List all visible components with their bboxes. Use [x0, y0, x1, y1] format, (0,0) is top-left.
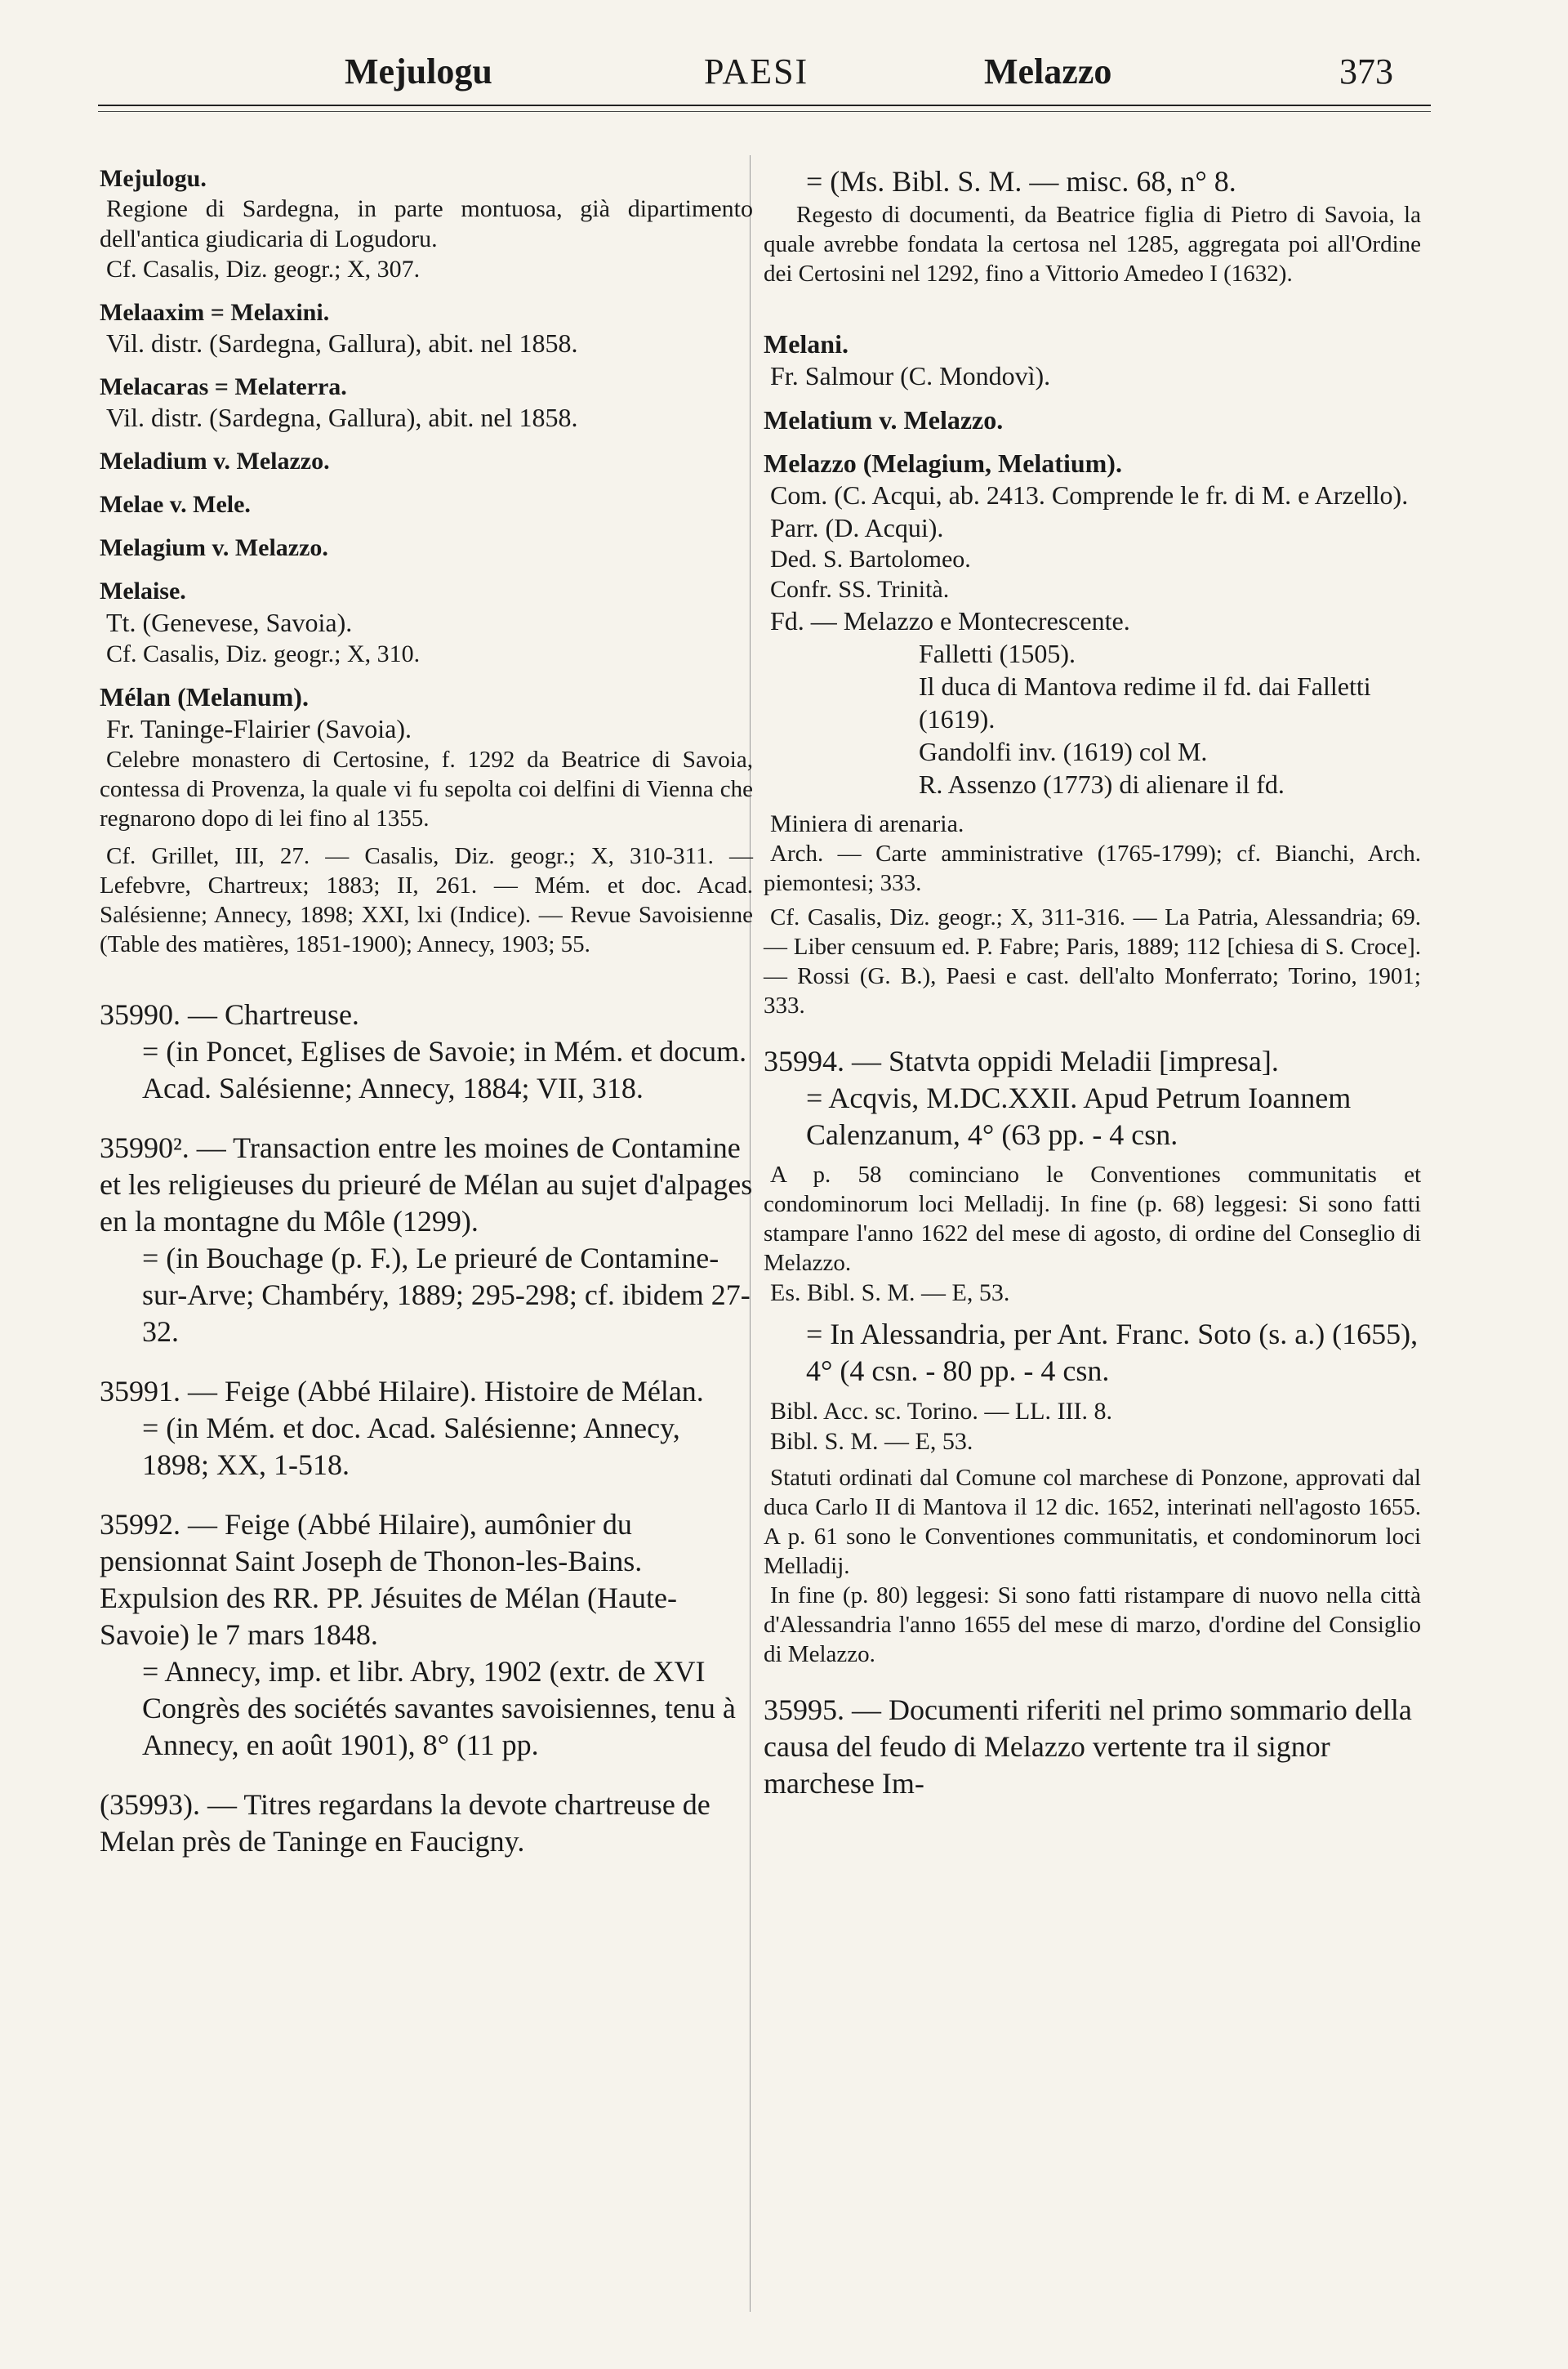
catalog-entry: = (in Mém. et doc. Acad. Salésienne; Annecy, 1898; XX, 1-518. — [142, 1412, 680, 1481]
entry-text: Vil. distr. (Sardegna, Gallura), abit. nel 1858. — [106, 328, 578, 358]
catalog-entry: 35990². — Transaction entre les moines de Contamine et les religieuses du prieuré de Mélan au sujet d'alpages en la montagne du Môle (1299). — [100, 1131, 753, 1238]
entry-text: Fr. Salmour (C. Mondovì). — [770, 361, 1051, 390]
catalog-entry: = Acqvis, M.DC.XXII. Apud Petrum Ioannem Calenzanum, 4° (63 pp. - 4 csn. — [806, 1082, 1352, 1151]
entry-text: Tt. (Genevese, Savoia). — [106, 608, 353, 637]
page-number: 373 — [1339, 51, 1393, 91]
headword: Melagium v. Melazzo. — [100, 534, 328, 561]
catalog-entry: 35991. — Feige (Abbé Hilaire). Histoire de Mélan. — [100, 1375, 704, 1408]
entry-text: Fd. — Melazzo e Montecrescente. — [770, 606, 1130, 636]
catalog-entry: = In Alessandria, per Ant. Franc. Soto (s. a.) (1655), 4° (4 csn. - 80 pp. - 4 csn. — [806, 1318, 1419, 1387]
entry-text: Miniera di arenaria. — [770, 810, 964, 837]
entry-text: Celebre monastero di Certosine, f. 1292 da Beatrice di Savoia, contessa di Provenza, la quale vi fu sepolta coi delfini di Vienna che regnarono dopo di lei fino al 1355. — [100, 747, 753, 832]
headword: Melatium v. Melazzo. — [764, 405, 1004, 435]
catalog-entry: 35992. — Feige (Abbé Hilaire), aumônier du pensionnat Saint Joseph de Thonon-les-Bains. Expulsion des RR. PP. Jésuites de Mélan (Haute-Savoie) le 7 mars 1848. — [100, 1508, 677, 1651]
catalog-entry: = (Ms. Bibl. S. M. — misc. 68, n° 8. — [806, 165, 1236, 198]
headword: Meladium v. Melazzo. — [100, 448, 330, 475]
headword: Mejulogu. — [100, 165, 207, 192]
header-right-title: Melazzo — [984, 51, 1112, 91]
headword: Melae v. Mele. — [100, 491, 251, 518]
catalog-entry: 35990. — Chartreuse. — [100, 998, 359, 1031]
entry-text: Bibl. S. M. — E, 53. — [770, 1428, 973, 1455]
entry-text: In fine (p. 80) leggesi: Si sono fatti ristampare di nuovo nella città d'Alessandria l'anno 1655 del mese di marzo, d'ordine del Consiglio di Melazzo. — [764, 1582, 1421, 1667]
catalog-entry: 35994. — Statvta oppidi Meladii [impresa]. — [764, 1045, 1279, 1077]
headword: Melaaxim = Melaxini. — [100, 299, 330, 326]
entry-text: Gandolfi inv. (1619) col M. — [919, 737, 1208, 766]
header-rule — [98, 105, 1431, 106]
headword: Melani. — [764, 329, 849, 359]
entry-text: Falletti (1505). — [919, 639, 1076, 668]
right-column — [764, 163, 1421, 1802]
entry-text: A p. 58 cominciano le Conventiones communitatis et condominorum loci Melladij. In fine (p. 68) leggesi: Si sono fatti stampare l'anno 1622 del mese di agosto, di ordine del Conseglio di Melazzo. — [764, 1162, 1421, 1276]
catalog-entry: = (in Poncet, Eglises de Savoie; in Mém. et docum. Acad. Salésienne; Annecy, 1884; VII, 318. — [142, 1035, 747, 1104]
entry-text: Regione di Sardegna, in parte montuosa, già dipartimento dell'antica giudicaria di Logudoru. — [100, 195, 753, 252]
catalog-entry: (35993). — Titres regardans la devote chartreuse de Melan près de Taninge en Faucigny. — [100, 1788, 710, 1858]
catalog-entry: = Annecy, imp. et libr. Abry, 1902 (extr. de XVI Congrès des sociétés savantes savoisiennes, tenu à Annecy, en août 1901), 8° (11 pp. — [142, 1655, 736, 1761]
left-column — [100, 163, 753, 1860]
reference: Cf. Casalis, Diz. geogr.; X, 310. — [106, 640, 421, 667]
entry-text: Es. Bibl. S. M. — E, 53. — [770, 1279, 1010, 1306]
headword: Melacaras = Melaterra. — [100, 373, 347, 400]
header-left-title: Mejulogu — [345, 51, 492, 91]
reference: Cf. Casalis, Diz. geogr.; X, 307. — [106, 256, 421, 283]
entry-text: Il duca di Mantova redime il fd. dai Falletti (1619). — [919, 671, 1371, 734]
headword: Mélan (Melanum). — [100, 682, 309, 712]
reference: Cf. Casalis, Diz. geogr.; X, 311-316. — La Patria, Alessandria; 69. — Liber censuum ed. P. Fabre; Paris, 1889; 112 [chiesa di S. Croce]. — Rossi (G. B.), Paesi e cast. dell'alto Monferrato; Torino, 1901; 333. — [764, 904, 1421, 1019]
running-header — [98, 51, 1431, 100]
entry-text: Ded. S. Bartolomeo. — [770, 546, 971, 573]
entry-text: Vil. distr. (Sardegna, Gallura), abit. nel 1858. — [106, 403, 578, 432]
entry-text: Arch. — Carte amministrative (1765-1799); cf. Bianchi, Arch. piemontesi; 333. — [764, 841, 1421, 896]
headword: Melaise. — [100, 578, 186, 605]
entry-text: Com. (C. Acqui, ab. 2413. Comprende le fr. di M. e Arzello). — [770, 480, 1409, 510]
entry-text: Bibl. Acc. sc. Torino. — LL. III. 8. — [770, 1398, 1112, 1425]
entry-text: Statuti ordinati dal Comune col marchese di Ponzone, approvati dal duca Carlo II di Mantova il 12 dic. 1652, interinati nell'agosto 1655. A p. 61 sono le Conventiones communitatis, et condominorum loci Melladij. — [764, 1465, 1421, 1579]
header-rule-thin — [98, 111, 1431, 112]
catalog-entry: 35995. — Documenti riferiti nel primo sommario della causa del feudo di Melazzo vertente tra il signor marchese Im- — [764, 1693, 1412, 1800]
headword: Melazzo (Melagium, Melatium). — [764, 448, 1122, 478]
reference: Cf. Grillet, III, 27. — Casalis, Diz. geogr.; X, 310-311. — Lefebvre, Chartreux; 1883; II, 261. — Mém. et doc. Acad. Salésienne; Annecy, 1898; XXI, lxi (Indice). — Revue Savoisienne (Table des matières, 1851-1900); Annecy, 1903; 55. — [100, 843, 753, 957]
entry-text: R. Assenzo (1773) di alienare il fd. — [919, 770, 1285, 799]
entry-text: Regesto di documenti, da Beatrice figlia di Pietro di Savoia, la quale avrebbe fondata la certosa nel 1285, aggregata poi all'Ordine dei Certosini nel 1292, fino a Vittorio Amedeo I (1632). — [764, 202, 1421, 287]
header-section: PAESI — [704, 51, 809, 91]
entry-text: Confr. SS. Trinità. — [770, 576, 950, 603]
entry-text: Fr. Taninge-Flairier (Savoia). — [106, 714, 412, 743]
entry-text: Parr. (D. Acqui). — [770, 513, 944, 542]
catalog-entry: = (in Bouchage (p. F.), Le prieuré de Contamine-sur-Arve; Chambéry, 1889; 295-298; cf. ibidem 27-32. — [142, 1242, 751, 1348]
